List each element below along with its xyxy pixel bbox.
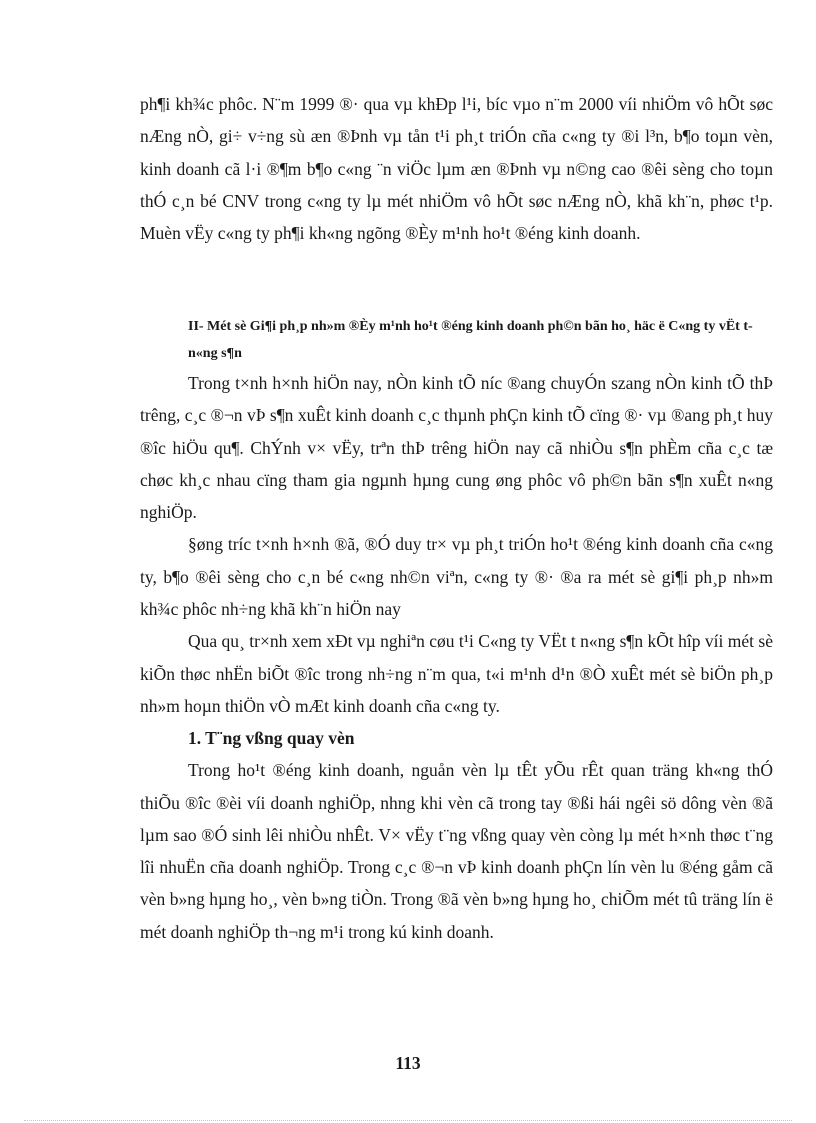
subsection-heading: 1. T¨ng vßng quay vèn	[188, 728, 355, 749]
section-heading: II- Mét sè Gi¶i ph¸p nh»m ®Èy m¹nh ho¹t ®éng kinh doanh ph©n bãn ho¸ häc ë C«ng ty vËt t n«ng s¶n	[188, 319, 753, 361]
paragraph: Qua qu¸ tr×nh xem xÐt vµ nghiªn cøu t¹i C«ng ty VËt t n«ng s¶n kÕt hîp víi mét sè kiÕn thøc nhËn biÕt ®îc trong nh÷ng n¨m qua, t«i m¹nh d¹n ®Ò xuÊt mét sè biÖn ph¸p nh»m hoµn thiÖn vÒ mÆt kinh doanh cña c«ng ty.	[140, 631, 773, 716]
page-bottom-border	[24, 1120, 792, 1121]
paragraph: Trong ho¹t ®éng kinh doanh, nguån vèn lµ tÊt yÕu rÊt quan träng kh«ng thÓ thiÕu ®îc ®èi víi doanh nghiÖp, nhng khi vèn cã trong tay ®ßi hái ngêi sö dông vèn ®ã lµm sao ®Ó sinh lêi nhiÒu nhÊt. V× vËy t¨ng vßng quay vèn còng lµ mét h×nh thøc t¨ng lîi nhuËn cña doanh nghiÖp. Trong c¸c ®¬n vÞ kinh doanh phÇn lín vèn lu ®éng gåm cã vèn b»ng hµng ho¸, vèn b»ng tiÒn. Trong ®ã vèn b»ng hµng ho¸ chiÕm mét tû träng lín ë mét doanh nghiÖp th¬ng m¹i trong kú kinh doanh.	[140, 760, 773, 942]
paragraph-continued: ph¶i kh¾c phôc. N¨m 1999 ®· qua vµ khÐp l¹i, bíc vµo n¨m 2000 víi nhiÖm vô hÕt søc nÆng nÒ, gi÷ v÷ng sù æn ®Þnh vµ tån t¹i ph¸t triÓn cña c«ng ty ®i l³n, b¶o toµn vèn, kinh doanh cã l·i ®¶m b¶o c«ng ¨n viÖc lµm æn ®Þnh vµ n©ng cao ®êi sèng cho toµn thÓ c¸n bé CNV trong c«ng ty lµ mét nhiÖm vô hÕt søc nÆng nÒ, khã kh¨n, phøc t¹p. Muèn vËy c«ng ty ph¶i kh«ng ngõng ®Èy m¹nh ho¹t ®éng kinh doanh.	[140, 94, 773, 244]
page-number: 113	[395, 1053, 421, 1073]
paragraph: Trong t×nh h×nh hiÖn nay, nÒn kinh tÕ níc ®ang chuyÓn szang nÒn kinh tÕ thÞ trêng, c¸c ®¬n vÞ s¶n xuÊt kinh doanh c¸c thµnh phÇn kinh tÕ cïng ®· vµ ®ang ph¸t huy ®îc hiÖu qu¶. ChÝnh v× vËy, trªn thÞ trêng hiÖn nay cã nhiÒu s¶n phÈm cña c¸c tæ chøc kh¸c nhau cïng tham gia ngµnh hµng cung øng phôc vô ph©n bãn s¶n xuÊt n«ng nghiÖp.	[140, 373, 773, 523]
body-text	[140, 88, 773, 249]
section-block	[140, 313, 773, 948]
paragraph: §øng tríc t×nh h×nh ®ã, ®Ó duy tr× vµ ph¸t triÓn ho¹t ®éng kinh doanh cña c«ng ty, b¶o ®êi sèng cho c¸n bé c«ng nh©n viªn, c«ng ty ®· ®a ra mét sè gi¶i ph¸p nh»m kh¾c phôc nh÷ng khã kh¨n hiÖn nay	[140, 534, 773, 620]
